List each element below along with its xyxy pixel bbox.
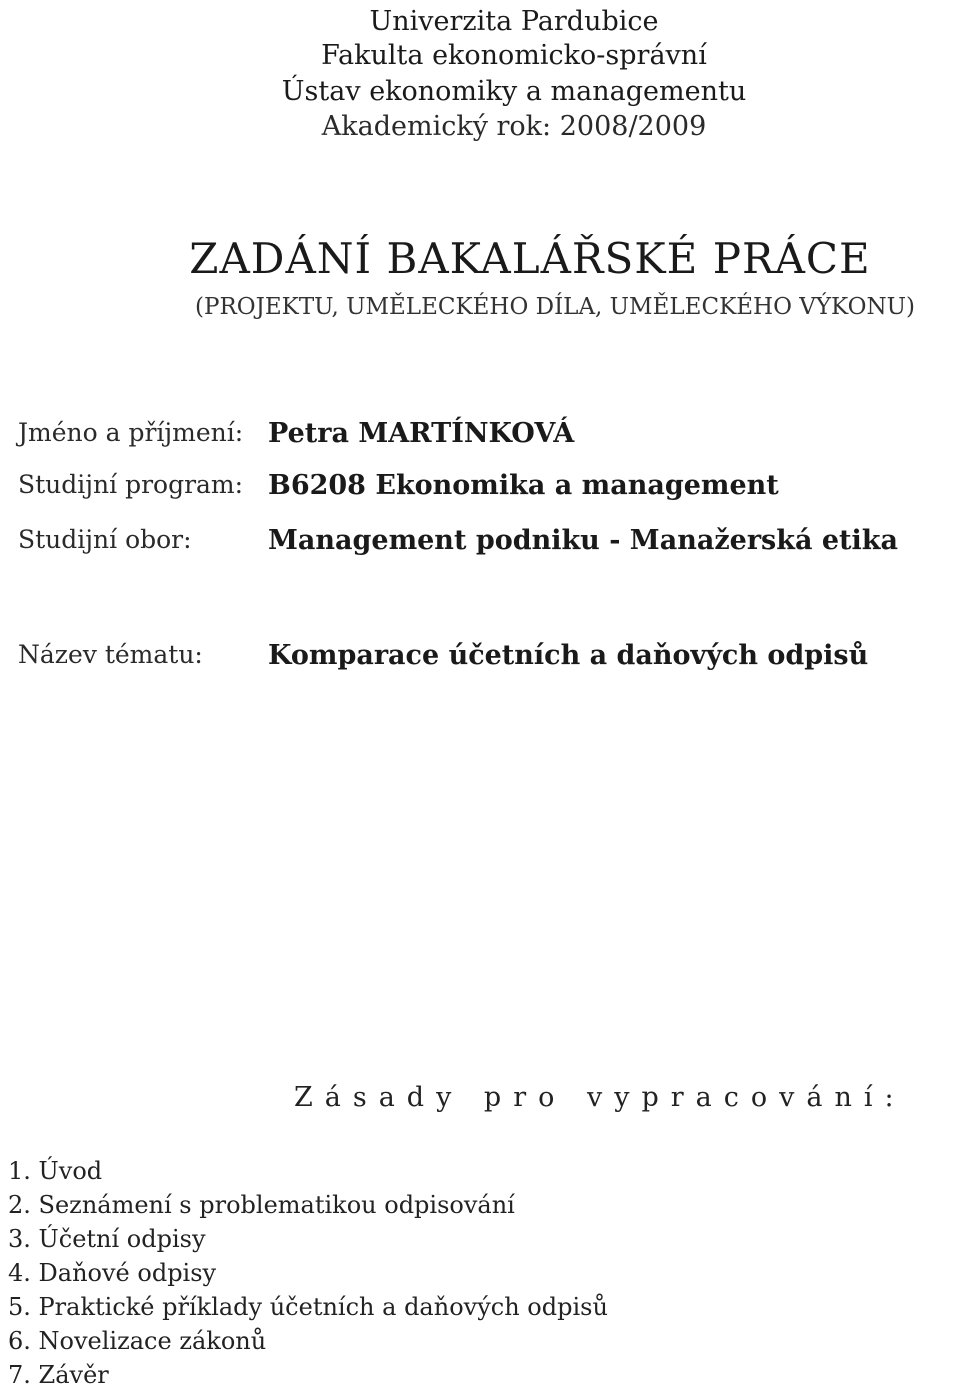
- faculty-name: Fakulta ekonomicko-správní: [321, 40, 707, 71]
- outline-item: 1. Úvod: [8, 1157, 103, 1185]
- outline-item: 6. Novelizace zákonů: [8, 1327, 267, 1355]
- principles-heading: Zásady pro vypracování:: [294, 1082, 906, 1113]
- study-field-label: Studijní obor:: [18, 525, 192, 554]
- topic-value: Komparace účetních a daňových odpisů: [268, 640, 869, 671]
- name-value: Petra MARTÍNKOVÁ: [268, 418, 575, 449]
- study-program-label: Studijní program:: [18, 470, 244, 499]
- institute-name: Ústav ekonomiky a managementu: [281, 76, 747, 107]
- outline-item: 5. Praktické příklady účetních a daňových odpisů: [8, 1293, 608, 1321]
- study-field-value: Management podniku - Manažerská etika: [268, 525, 898, 556]
- outline-item: 7. Závěr: [8, 1361, 109, 1389]
- study-program-value: B6208 Ekonomika a management: [268, 470, 779, 501]
- outline-item: 2. Seznámení s problematikou odpisování: [8, 1191, 515, 1219]
- outline-item: 4. Daňové odpisy: [8, 1259, 217, 1287]
- outline-list: [8, 1154, 608, 1392]
- outline-item: 3. Účetní odpisy: [8, 1225, 206, 1253]
- academic-year: Akademický rok: 2008/2009: [321, 111, 707, 142]
- university-name: Univerzita Pardubice: [369, 6, 659, 37]
- document-title: ZADÁNÍ BAKALÁŘSKÉ PRÁCE: [189, 234, 871, 283]
- topic-label: Název tématu:: [18, 640, 203, 669]
- name-label: Jméno a příjmení:: [18, 418, 244, 447]
- document-subtitle: (PROJEKTU, UMĚLECKÉHO DÍLA, UMĚLECKÉHO VÝKONU): [195, 294, 915, 320]
